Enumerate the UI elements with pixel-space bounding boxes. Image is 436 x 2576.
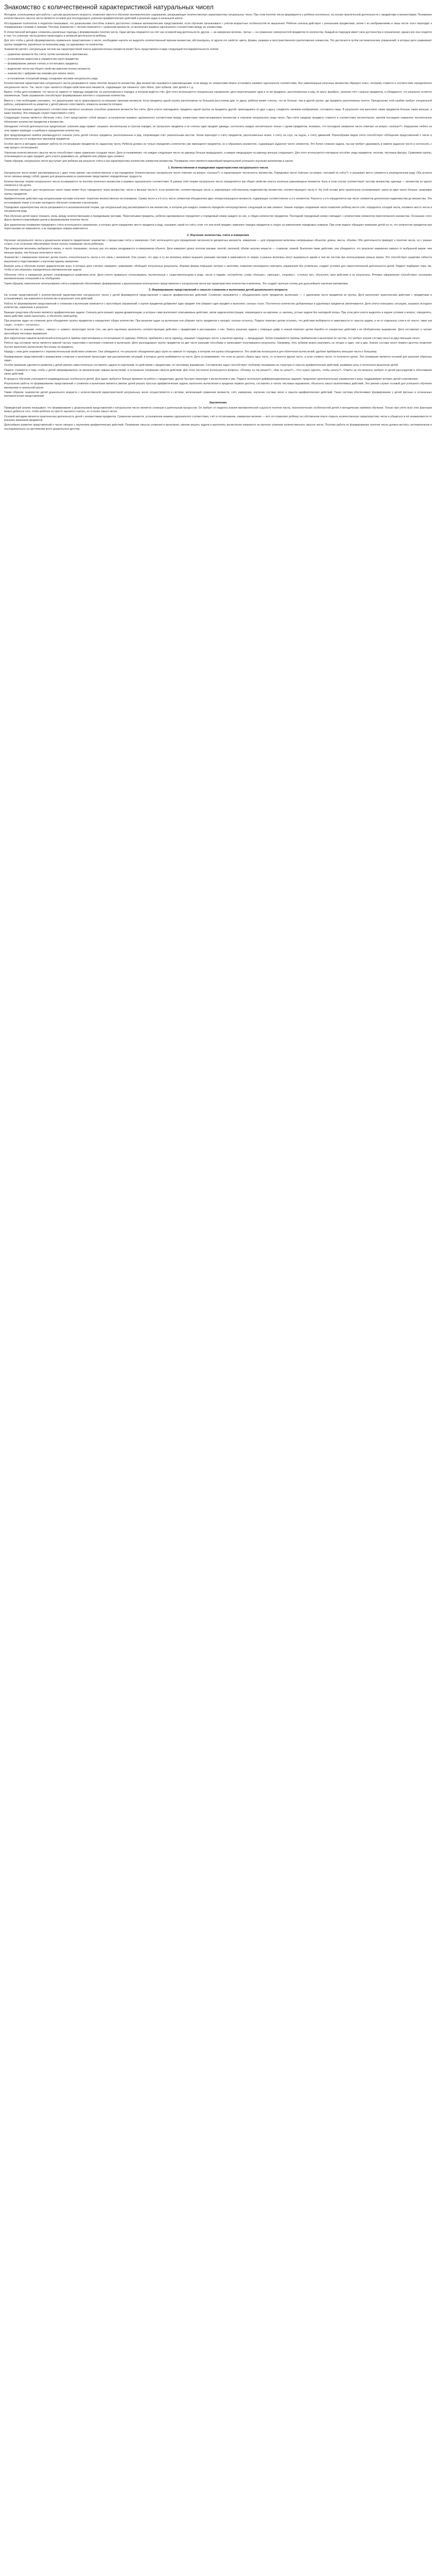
paragraph: Дальнейшее развитие представлений о числе связано с изучением арифметических действий. Понимание смысла сложения и вычитания, умение решать задачи и выполнять вычисления опираются на прочное усвоение количественного смысла числа. Поэтому работа по формированию понятия числа должна вестись систематически и последовательно на протяжении всего дошкольного детства.	[4, 423, 432, 431]
paragraph: Исследования психологов и педагогов показывают, что дошкольники способны освоить достаточно сложные математические представления, если обучение организовано с учётом возрастных особенностей их мышления. Ребёнок сначала действует с реальными предметами, затем с их изображениями и лишь после этого переходит к оперированию словами и знаками. Поэтому знакомство с числом начинается с сравнения множеств, установления взаимно однозначного соответствия между их элементами.	[4, 22, 432, 29]
paragraph: — формирование умения считать и отсчитывать предметы;	[4, 62, 79, 66]
paragraph: Таким образом, комплексное использование счёта и измерения обеспечивает формирование у дошкольников полноценного представления о натуральном числе как характеристике количества и величины. Это создаёт прочную основу для дальнейшего изучения математики.	[4, 282, 348, 285]
paragraph: Важную роль в обучении играют дидактические игры, в которых дети считают, измеряют, сравнивают, обобщают полученные результаты. Игровая форма повышает интерес к занятиям, позволяет многократно повторять упражнения без утомления, создаёт условия для самостоятельной деятельности детей. Педагог подбирает игры так, чтобы в них решались определённые математические задачи.	[4, 264, 432, 272]
paragraph: Следующим этапом является обучение счёту. Счёт представляет собой процесс установления взаимно однозначного соответствия между элементами пересчитываемого множества и отрезком натурального ряда чисел. При счёте каждому предмету ставится в соответствие числительное, причём последнее названное числительное обозначает количество предметов в множестве.	[4, 116, 432, 124]
paragraph: Наряду с этим дети знакомятся с переместительным свойством сложения. Они убеждаются, что результат объединения двух групп не зависит от порядка, в котором эти группы объединяются. Это свойство используется для облегчения вычислений: удобнее прибавлять меньшее число к большему.	[4, 350, 377, 354]
paragraph: Педагог стремится к тому, чтобы у детей сформировались не механические навыки вычислений, а осознанное понимание смысла действий. Для этого постоянно используются вопросы: «Почему ты так решил?», «Как ты узнал?», «Что нужно сделать, чтобы узнать?». Ответы на эти вопросы требуют от детей рассуждений и обоснования своих действий.	[4, 368, 432, 376]
paragraph: Таким образом, натуральное число выступает для ребёнка как результат счёта и как характеристика количества элементов множества. Понимание этого является важнейшей предпосылкой успешного изучения математики в школе.	[4, 160, 294, 163]
paragraph: При измерении величины выбирается мерка, и число показывает, сколько раз эта мерка укладывается в измеряемом объекте. Дети измеряют длину полоски шагами, лентой, палочкой, объём сыпучих веществ — стаканом, ложкой. Выполняя такие действия, они убеждаются, что результат измерения зависит от выбранной мерки: чем меньше мерка, тем больше получается число.	[4, 247, 432, 255]
section-2-heading: 2. Изучение количества, счёта и измерения	[187, 233, 249, 237]
paragraph: Знакомство детей с натуральным числом как характеристикой класса равночисленных множеств может быть представлено в виде следующей последовательности этапов:	[4, 48, 219, 52]
paragraph: Особое внимание уделяется развитию у детей умения самостоятельно составлять задачи по картинкам, по действиям с предметами, по числовому выражению. Составление задач способствует глубокому пониманию их структуры и смысла арифметических действий, развивает речь и логическое мышление детей.	[4, 364, 399, 367]
paragraph: — выделение числа как общего свойства равночисленных множеств;	[4, 67, 91, 71]
paragraph: Арифметические действия над натуральными числами получают теоретико-множественное истолкование. Сумма чисел a и b есть число элементов объединения двух непересекающихся множеств, содержащих соответственно a и b элементов. Разность a и b определяется как число элементов дополнения подмножества до множества. Эти истолкования лежат в основе наглядного обучения сложению и вычитанию.	[4, 197, 432, 205]
paragraph: Для закрепления понимания порядкового счёта используются упражнения, в которых дети определяют место предмета в ряду, называют, какой по счёту стоит тот или иной предмет, изменяют порядок предметов и следят за изменением порядковых номеров. При этом педагог обращает внимание детей на то, что количество предметов при перестановке не изменяется, а их порядковые номера изменяются.	[4, 223, 432, 231]
page-title: Знакомство с количественной характеристикой натуральных чисел	[4, 3, 214, 11]
paragraph: Овладение счётной деятельностью предполагает усвоение ряда правил: называть числительные в строгом порядке, не пропускать предметы и не считать один предмет дважды, соотносить каждое числительное только с одним предметом, понимать, что последнее названное число отвечает на вопрос «сколько?». Нарушение любого из этих правил приводит к ошибкам в определении количества.	[4, 125, 432, 132]
paragraph: Результатом работы по формированию представлений о сложении и вычитании является умение детей решать простые арифметические задачи, выполнять вычисления в пределах первого десятка, составлять и читать числовые выражения, объяснять смысл выполняемых действий. Эти умения служат основой для успешного обучения математике в начальной школе.	[4, 382, 432, 389]
paragraph: Знакомство с измерением помогает детям понять относительность числа и его связь с величиной. Они узнают, что одну и ту же величину можно выразить разными числами в зависимости от мерки, а разные величины могут выражаться одним и тем же числом при использовании разных мерок. Это способствует развитию гибкости мышления и подготавливает к изучению единиц измерения.	[4, 256, 432, 263]
paragraph: Отношение «меньше» для натуральных чисел также может быть определено через множества: число a меньше числа b, если множество, соответствующее числу a, равномощно собственному подмножеству множества, соответствующего числу b. На этой основе дети практически устанавливают, какое из двух чисел больше, сравнивая группы предметов.	[4, 189, 432, 196]
paragraph: Методики, используемые для работы с детьми дошкольного возраста, позволяют ввести в обучение математическое содержание, раскрывающее количественную характеристику натуральных чисел. При этом понятие числа формируется у ребёнка постепенно, на основе практической деятельности с предметами и множествами. Понимание количественного смысла числа является основой для последующего усвоения арифметических действий и решения задач в начальной школе.	[4, 13, 432, 21]
paragraph: Работа по формированию представлений о сложении и вычитании начинается с простейших упражнений: к группе предметов добавляют один предмет или убирают один предмет и выясняют, сколько стало. Постепенно количество добавляемых и удаляемых предметов увеличивается. Дети учатся описывать ситуацию, называть исходное количество, изменение и результат.	[4, 302, 432, 310]
paragraph: Изучение натурального числа в дошкольном возрасте предполагает знакомство с процессами счёта и измерения. Счёт используется для определения численности дискретных множеств, измерение — для определения величины непрерывных объектов: длины, массы, объёма. Обе деятельности приводят к понятию числа, но с разных сторон, и их сочетание обеспечивает более полное понимание числа ребёнком.	[4, 239, 432, 246]
paragraph: Установление взаимно однозначного соответствия является основным способом сравнения множеств без счёта. Дети учатся накладывать предметы одной группы на предметы другой, прикладывать их друг к другу, соединять линиями изображения, составлять пары. В результате они выясняют, каких предметов больше, каких меньше, а каких поровну. Эти операции служат подготовкой к счёту.	[4, 108, 432, 115]
paragraph: Для предупреждения ошибок рекомендуется сначала учить детей считать предметы, расположенные в ряд, сопровождая счёт указательным жестом. Затем переходят к счёту предметов, расположенных иначе, к счёту на слух, на ощупь, к счёту движений. Разнообразие видов счёта способствует обобщению представлений о числе и отвлечению его от конкретных признаков предметов.	[4, 133, 432, 141]
paragraph: Важным средством обучения являются арифметические задачи. Сначала дети решают задачи-драматизации, в которых сами выполняют описываемые действия, затем задачи-иллюстрации, опирающиеся на картинки, и, наконец, устные задачи без наглядной опоры. При этом дети учатся выделять в задаче условие и вопрос, определять, какое действие нужно выполнить, и объяснять свой выбор.	[4, 311, 432, 318]
paragraph: При решении задач на сложение дети объединяют группы предметов и определяют общее количество. При решении задач на вычитание они убирают часть предметов и находят, сколько осталось. Педагог помогает детям осознать, что действие выбирается в зависимости от смысла задачи, а не от отдельных слов в её тексте, таких как «ещё», «стало», «осталось».	[4, 319, 432, 327]
paragraph: Работа над составом числа является важной частью подготовки к изучению сложения и вычитания. Дети раскладывают группу предметов на две части разными способами и записывают получившиеся результаты. Например, пять кубиков можно разложить на четыре и один, три и два. Знание состава чисел первого десятка позволяет быстро выполнять вычисления без опоры на предметы.	[4, 342, 432, 349]
section-1-paragraphs	[4, 172, 432, 231]
paragraph: Таким образом, знакомство детей дошкольного возраста с количественной характеристикой натуральных чисел осуществляется в системе, включающей сравнение множеств, счёт, измерение, изучение состава чисел и смысла арифметических действий. Такая система обеспечивает формирование у детей прочных и осознанных математических представлений.	[4, 391, 432, 398]
conclusion-heading: Заключение	[209, 401, 227, 404]
section-2-paragraphs	[4, 239, 432, 286]
paragraph: Проведённый анализ показывает, что формирование у дошкольников представлений о натуральном числе является сложным и длительным процессом. Он требует от педагога знания математической сущности понятия числа, психологических особенностей детей и методических приёмов обучения. Только при учёте всех этих факторов можно добиться того, чтобы ребёнок не просто научился считать, но и понял смысл числа.	[4, 406, 432, 414]
conclusion-paragraphs	[4, 406, 432, 431]
paragraph: Основой методики является практическая деятельность детей с множествами предметов. Сравнение множеств, установление взаимно однозначного соответствия, счёт и отсчитывание, измерение величин — всё это позволяет ребёнку на собственном опыте открыть количественную характеристику числа и убедиться в её независимости от внешних признаков предметов.	[4, 415, 432, 422]
paragraph: Особое место в методике занимает работа по отсчитыванию предметов по заданному числу. Ребёнок должен не только определить количество уже имеющихся предметов, но и образовать множество, содержащее заданное число элементов. Это более сложная задача, так как требует удерживать в памяти заданное число и соотносить с ним процесс отсчитывания.	[4, 142, 432, 150]
paragraph: Формирование представлений о взаимосвязи сложения и вычитания происходит при рассмотрении ситуаций, в которых целое разбивается на части. Дети устанавливают, что если из целого убрать одну часть, то останется другая часть, а если сложить части, то получится целое. Это понимание является основой для решения обратных задач.	[4, 355, 432, 363]
paragraph: — установление равенства и неравенства групп предметов;	[4, 58, 79, 61]
intro-paragraphs	[4, 13, 432, 164]
paragraph: Порядковая характеристика числа раскрывается в аксиоматической теории, где натуральный ряд рассматривается как множество, в котором для каждого элемента определён непосредственно следующий за ним элемент. Знание порядка следования чисел позволяет ребёнку вести счёт, определять соседей числа, понимать место числа в натуральном ряду.	[4, 206, 432, 213]
paragraph: Количественная характеристика натурального числа раскрывается через понятие мощности множества. Два множества называются равномощными, если между их элементами можно установить взаимно однозначное соответствие. Все равномощные конечные множества образуют класс, которому ставится в соответствие определённое натуральное число. Так, число «три» является общим свойством всех множеств, содержащих три элемента: трёх яблок, трёх кубиков, трёх детей и т. д.	[4, 82, 432, 89]
paragraph: Важно, чтобы дети понимали, что число не зависит от природы предметов, их расположения и порядка, в котором ведётся счёт. Для этого используются специальные упражнения: дети пересчитывают одни и те же предметы, расположенные в ряд, по кругу, вразброс, начиная счёт с разных предметов, и убеждаются, что результат остаётся неизменным. Такие упражнения способствуют формированию понятия о сохранении количества.	[4, 90, 432, 98]
paragraph: На основе представлений о количественной характеристике натурального числа у детей формируются представления о смысле арифметических действий. Сложение связывается с объединением групп предметов, вычитание — с удалением части предметов из группы. Дети выполняют практические действия с предметами и устанавливают, как изменяется количество в результате этих действий.	[4, 293, 432, 301]
paragraph: Для того чтобы у детей сформировалось правильное представление о числе, необходимо научить их выделять количественный признак множества, абстрагируясь от других его свойств: цвета, формы, размера и пространственного расположения элементов. Это достигается путём систематических упражнений, в которых дети сравнивают группы предметов, различных по внешнему виду, но одинаковых по количеству.	[4, 39, 432, 46]
section-3-heading: 3. Формирование представлений о смысле сложения и вычитания детей дошкольного возраста	[148, 288, 288, 292]
paragraph: — сравнение множеств без счёта, путём наложения и приложения;	[4, 53, 88, 56]
paragraph: — установление отношений между соседними числами натурального ряда.	[4, 77, 98, 80]
section-3-paragraphs	[4, 294, 432, 399]
paragraph: Усвоению количественного смысла числа способствует также сравнение соседних чисел. Дети устанавливают, что каждое следующее число на единицу больше предыдущего, а каждое предыдущее на единицу меньше следующего. Для этого используются наглядные пособия: ряды предметов, лесенки, числовые фигуры. Сравнивая группы, отличающиеся на один предмет, дети учатся уравнивать их, добавляя или убирая один элемент.	[4, 151, 432, 158]
paragraph: Обучение счёту и измерению должно сопровождаться развитием речи. Дети учатся правильно согласовывать числительные с существительными в роде, числе и падеже, употреблять слова «больше», «меньше», «поровну», «столько же», объяснять свои действия и их результаты. Речевое оформление способствует осознанию математических отношений и их обобщению.	[4, 273, 432, 281]
paragraph: При обучении детей важно показать связь между количественными и порядковыми числами. Пересчитывая предметы, ребёнок одновременно определяет и порядковый номер каждого из них, и общее количество предметов. Последний порядковый номер совпадает с количеством элементов пересчитанного множества. Осознание этого факта является важнейшим шагом в формировании понятия числа.	[4, 214, 432, 222]
paragraph: Для закрепления навыков вычислений используются приёмы присчитывания и отсчитывания по единице. Ребёнок, прибавляя к числу единицу, называет следующее число, а вычитая единицу — предыдущее. Затем осваиваются приёмы прибавления и вычитания по частям, что требует знания состава чисел из двух меньших чисел.	[4, 337, 421, 341]
paragraph: Количественная теория натурального числа основывается на понятии конечного множества и взаимно однозначного соответствия. В рамках этой теории натуральное число определяется как общее свойство класса конечных равномощных множеств. Нуль в этом случае соответствует пустому множеству, единица — множеству из одного элемента и так далее.	[4, 180, 432, 188]
paragraph: Натуральное число может рассматриваться с двух точек зрения: как количественное и как порядковое. Количественное натуральное число отвечает на вопрос «сколько?» и характеризует численность множества. Порядковое число отвечает на вопрос «который по счёту?» и указывает место элемента в упорядоченном ряду. Оба аспекта тесно связаны между собой, однако для дошкольников их различение представляет определённые трудности.	[4, 171, 432, 179]
paragraph: В отечественной методике сложились различные подходы к формированию понятия числа. Одни авторы опираются на счёт как основной вид деятельности, другие — на измерение величин, третьи — на сравнение совокупностей предметов по количеству. Каждый из подходов имеет свои достоинства и ограничения, однако все они сходятся в том, что усвоение числа должно происходить в активной деятельности ребёнка.	[4, 30, 432, 38]
paragraph: Вместе с тем необходимо учитывать, что дошкольники часто ориентируются на внешние признаки множеств. Если предметы одной группы расположены на большем расстоянии друг от друга, ребёнок может считать, что их больше, чем в другой группе, где предметы расположены плотно. Преодоление этой ошибки требует специальной работы, направленной на развитие у детей умения сопоставлять элементы множеств попарно.	[4, 99, 432, 107]
article	[0, 0, 436, 431]
paragraph: — знакомство с цифрами как знаками для записи чисел;	[4, 72, 75, 76]
section-1-heading: 1. Количественная и порядковая характеристики натурального числа	[168, 166, 268, 170]
paragraph: Знакомство со знаками «плюс», «минус» и «равно» происходит после того, как дети научились выполнять соответствующие действия с предметами и рассказывать о них. Запись решения задачи с помощью цифр и знаков помогает детям перейти от конкретных действий к их обобщённому выражению. Дети составляют и читают простейшие числовые выражения.	[4, 328, 432, 335]
paragraph: В процессе обучения учитываются индивидуальные особенности детей. Для одних требуется больше времени на работу с предметами, другие быстрее переходят к вычислениям в уме. Педагог использует дифференцированные задания, предлагает дополнительные упражнения и игры, поддерживает интерес детей к математике.	[4, 377, 419, 381]
